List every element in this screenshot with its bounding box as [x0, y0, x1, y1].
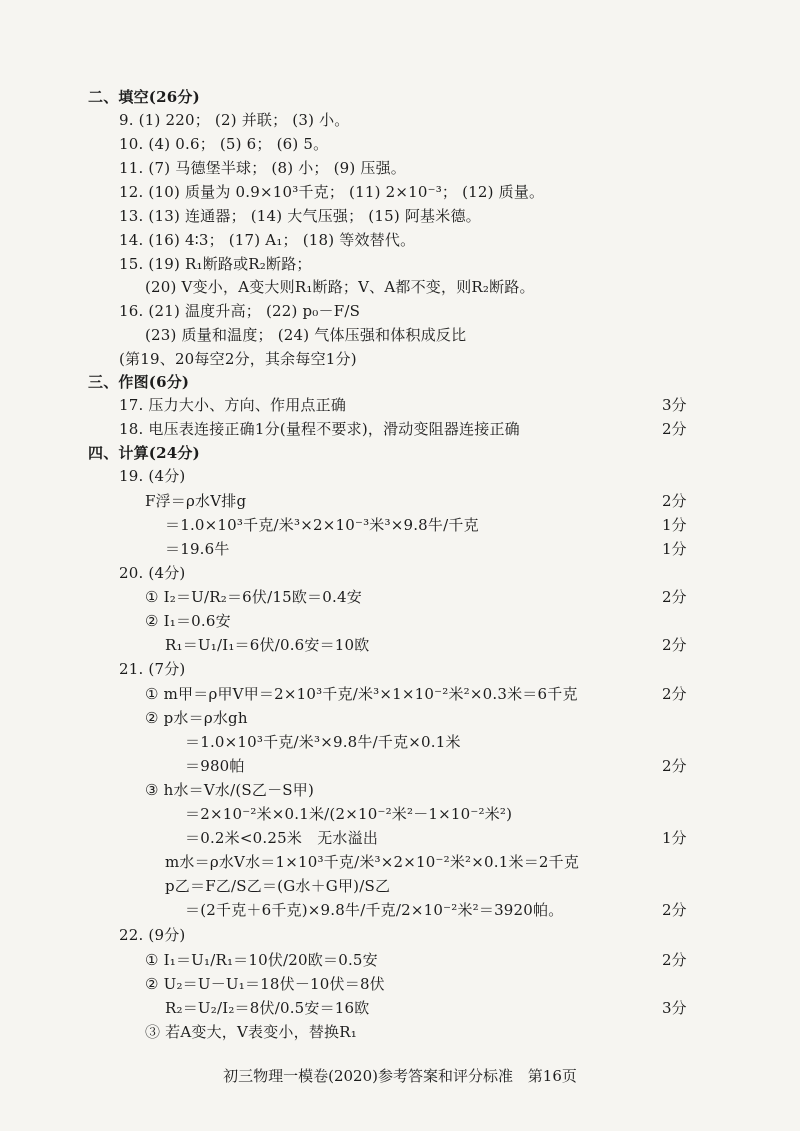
draw-item-18-score: 2分 — [662, 420, 687, 438]
draw-item-17: 17. 压力大小、方向、作用点正确 — [119, 396, 347, 414]
calc-line: ＝19.6牛 — [165, 540, 230, 558]
calc-line: ＝1.0×10³千克/米³×9.8牛/千克×0.1米 — [185, 733, 461, 751]
calc-line: F浮＝ρ水V排g — [145, 492, 247, 510]
draw-item-17-score: 3分 — [662, 396, 687, 414]
calc-line: ① I₁＝U₁/R₁＝10伏/20欧＝0.5安 — [145, 951, 378, 969]
section-draw-title: 三、作图(6分) — [88, 373, 190, 391]
calc-line-score: 2分 — [662, 951, 687, 969]
calc-line-score: 2分 — [662, 685, 687, 703]
fill-item-9: 9. (1) 220； (2) 并联； (3) 小。 — [119, 111, 350, 129]
fill-item-14: 14. (16) 4∶3； (17) A₁； (18) 等效替代。 — [119, 231, 416, 249]
fill-item-15-cont: (20) V变小，A变大则R₁断路；V、A都不变，则R₂断路。 — [145, 278, 535, 296]
fill-scoring-note: (第19、20每空2分，其余每空1分) — [119, 350, 357, 368]
calc-line-score: 2分 — [662, 901, 687, 919]
calc-line-score: 1分 — [662, 516, 687, 534]
fill-item-15: 15. (19) R₁断路或R₂断路； — [119, 255, 312, 273]
draw-item-18: 18. 电压表连接正确1分(量程不要求)，滑动变阻器连接正确 — [119, 420, 520, 438]
calc-line: ＝2×10⁻²米×0.1米/(2×10⁻²米²－1×10⁻²米²) — [185, 805, 513, 823]
fill-item-10: 10. (4) 0.6； (5) 6； (6) 5。 — [119, 135, 329, 153]
fill-item-12: 12. (10) 质量为 0.9×10³千克； (11) 2×10⁻³； (12) 质量。 — [119, 183, 545, 201]
calc-line: ③ h水＝V水/(S乙－S甲) — [145, 781, 315, 799]
calc-line: R₂＝U₂/I₂＝8伏/0.5安＝16欧 — [165, 999, 370, 1017]
calc-line: ② p水＝ρ水gh — [145, 709, 248, 727]
calc-line: ＝0.2米<0.25米 无水溢出 — [185, 829, 379, 847]
page-footer — [0, 1066, 800, 1086]
fill-item-11: 11. (7) 马德堡半球； (8) 小； (9) 压强。 — [119, 159, 407, 177]
calc-line: 19. (4分) — [119, 467, 186, 485]
calc-line: R₁＝U₁/I₁＝6伏/0.6安＝10欧 — [165, 636, 370, 654]
calc-line-score: 2分 — [662, 757, 687, 775]
calc-line: ② I₁＝0.6安 — [145, 612, 231, 630]
calc-line: ③ 若A变大，V表变小，替换R₁ — [145, 1023, 357, 1041]
calc-line-score: 2分 — [662, 492, 687, 510]
fill-item-16-cont: (23) 质量和温度； (24) 气体压强和体积成反比 — [145, 326, 467, 344]
calc-line: m水＝ρ水V水＝1×10³千克/米³×2×10⁻²米²×0.1米＝2千克 — [165, 853, 580, 871]
section-calc-title: 四、计算(24分) — [88, 444, 200, 462]
section-fill-title: 二、填空(26分) — [88, 88, 200, 106]
calc-line-score: 1分 — [662, 829, 687, 847]
calc-line-score: 2分 — [662, 636, 687, 654]
footer-page-number: 第16页 — [527, 1067, 577, 1085]
calc-line: ② U₂＝U－U₁＝18伏－10伏＝8伏 — [145, 975, 385, 993]
calc-line: ① I₂＝U/R₂＝6伏/15欧＝0.4安 — [145, 588, 362, 606]
calc-line: 21. (7分) — [119, 660, 186, 678]
footer-title: 初三物理一模卷(2020)参考答案和评分标准 — [223, 1067, 513, 1085]
calc-line-score: 3分 — [662, 999, 687, 1017]
fill-item-13: 13. (13) 连通器； (14) 大气压强； (15) 阿基米德。 — [119, 207, 481, 225]
calc-line: p乙＝F乙/S乙＝(G水＋G甲)/S乙 — [165, 877, 391, 895]
calc-line: 20. (4分) — [119, 564, 186, 582]
fill-item-16: 16. (21) 温度升高； (22) p₀－F/S — [119, 302, 361, 320]
calc-line: ① m甲＝ρ甲V甲＝2×10³千克/米³×1×10⁻²米²×0.3米＝6千克 — [145, 685, 578, 703]
calc-line: ＝1.0×10³千克/米³×2×10⁻³米³×9.8牛/千克 — [165, 516, 479, 534]
calc-line-score: 1分 — [662, 540, 687, 558]
calc-line: ＝(2千克＋6千克)×9.8牛/千克/2×10⁻²米²＝3920帕。 — [185, 901, 564, 919]
calc-line-score: 2分 — [662, 588, 687, 606]
calc-line: 22. (9分) — [119, 926, 186, 944]
calc-line: ＝980帕 — [185, 757, 245, 775]
